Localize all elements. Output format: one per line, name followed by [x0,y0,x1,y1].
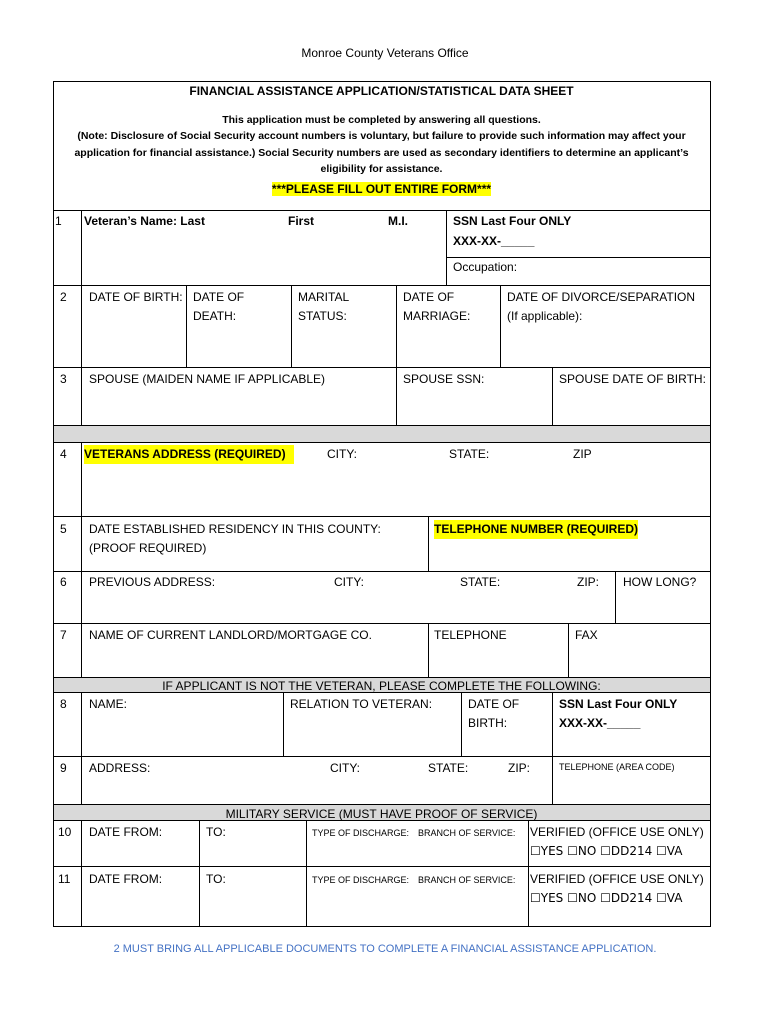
veteran-state-label[interactable]: STATE: [449,447,490,461]
previous-state-label[interactable]: STATE: [460,575,501,589]
veteran-zip-label[interactable]: ZIP [573,447,592,461]
applicant-telephone-label[interactable]: TELEPHONE (AREA CODE) [559,762,675,772]
veteran-first-name-label[interactable]: First [288,214,315,228]
relation-to-veteran-label[interactable]: RELATION TO VETERAN: [290,697,433,711]
applicant-zip-label[interactable]: ZIP: [508,761,531,775]
marital-status-label-2: STATUS: [298,309,347,323]
branch-of-service-label[interactable]: BRANCH OF SERVICE: [418,875,516,885]
residency-date-label[interactable]: DATE ESTABLISHED RESIDENCY IN THIS COUNTY: [89,522,381,536]
fill-all-notice-wrap [53,180,710,198]
row-number: 1 [55,214,62,228]
row-number: 2 [60,290,67,304]
date-of-marriage-label-2: MARRIAGE: [403,309,471,323]
applicant-ssn-mask: XXX-XX-_____ [559,716,641,730]
row-number: 4 [60,447,67,461]
veteran-city-label[interactable]: CITY: [327,447,358,461]
telephone-required-label[interactable]: TELEPHONE NUMBER (REQUIRED) [434,520,638,539]
spouse-dob-label[interactable]: SPOUSE DATE OF BIRTH: [559,372,706,386]
spouse-name-label[interactable]: SPOUSE (MAIDEN NAME IF APPLICABLE) [89,372,326,386]
verified-checkboxes[interactable]: ☐YES ☐NO ☐DD214 ☐VA [530,844,683,858]
service-date-to-label[interactable]: TO: [206,872,226,886]
row-number: 3 [60,372,67,386]
verified-checkboxes[interactable]: ☐YES ☐NO ☐DD214 ☐VA [530,891,683,905]
how-long-label[interactable]: HOW LONG? [623,575,697,589]
applicant-city-label[interactable]: CITY: [330,761,361,775]
ssn-note-line-3: eligibility for assistance. [320,163,443,175]
applicant-dob-label-2: BIRTH: [468,716,508,730]
form-title: FINANCIAL ASSISTANCE APPLICATION/STATISTICAL DATA SHEET [189,84,574,98]
applicant-address-label[interactable]: ADDRESS: [89,761,151,775]
previous-zip-label[interactable]: ZIP: [577,575,600,589]
veteran-ssn-mask: XXX-XX-_____ [453,234,535,248]
date-of-death-label-2: DEATH: [193,309,237,323]
veteran-mi-label[interactable]: M.I. [388,214,408,228]
row-number: 7 [60,628,67,642]
date-of-birth-label[interactable]: DATE OF BIRTH: [89,290,183,304]
previous-city-label[interactable]: CITY: [334,575,365,589]
residency-proof-label: (PROOF REQUIRED) [89,541,207,555]
discharge-type-label[interactable]: TYPE OF DISCHARGE: [312,828,410,838]
intro-line: This application must be completed by answering all questions. [222,114,541,126]
row-number: 11 [58,872,71,886]
branch-of-service-label[interactable]: BRANCH OF SERVICE: [418,828,516,838]
applicant-dob-label[interactable]: DATE OF [468,697,520,711]
divorce-date-label[interactable]: DATE OF DIVORCE/SEPARATION [507,290,696,304]
applicant-state-label[interactable]: STATE: [428,761,469,775]
verified-label: VERIFIED (OFFICE USE ONLY) [530,825,704,839]
applicant-name-label[interactable]: NAME: [89,697,128,711]
section-divider [53,425,710,442]
veteran-last-name-label[interactable]: Veteran’s Name: Last [84,214,205,228]
row-number: 8 [60,697,67,711]
military-section-heading: MILITARY SERVICE (MUST HAVE PROOF OF SERVICE) [225,807,538,821]
non-veteran-section-heading: IF APPLICANT IS NOT THE VETERAN, PLEASE COMPLETE THE FOLLOWING: [162,679,601,693]
previous-address-label[interactable]: PREVIOUS ADDRESS: [89,575,216,589]
row-number: 5 [60,522,67,536]
row-number: 9 [60,761,67,775]
row-number: 10 [58,825,72,839]
applicant-ssn-label[interactable]: SSN Last Four ONLY [559,697,678,711]
landlord-label[interactable]: NAME OF CURRENT LANDLORD/MORTGAGE CO. [89,628,372,642]
date-of-marriage-label[interactable]: DATE OF [403,290,455,304]
veteran-address-label[interactable]: VETERANS ADDRESS (REQUIRED) [84,445,294,464]
landlord-fax-label[interactable]: FAX [575,628,598,642]
landlord-telephone-label[interactable]: TELEPHONE [434,628,507,642]
divorce-date-label-2: (If applicable): [507,309,583,323]
service-date-from-label[interactable]: DATE FROM: [89,872,163,886]
occupation-label[interactable]: Occupation: [453,260,518,274]
veteran-ssn-label[interactable]: SSN Last Four ONLY [453,214,572,228]
service-date-to-label[interactable]: TO: [206,825,226,839]
row-number: 6 [60,575,67,589]
ssn-note-line-2: application for financial assistance.) Social Security numbers are used as secondary identifiers to determine an applicant’s [74,147,689,159]
marital-status-label[interactable]: MARITAL [298,290,350,304]
discharge-type-label[interactable]: TYPE OF DISCHARGE: [312,875,410,885]
spouse-ssn-label[interactable]: SPOUSE SSN: [403,372,485,386]
fill-all-notice: ***PLEASE FILL OUT ENTIRE FORM*** [271,182,492,196]
date-of-death-label[interactable]: DATE OF [193,290,245,304]
service-date-from-label[interactable]: DATE FROM: [89,825,163,839]
footer-note: 2 MUST BRING ALL APPLICABLE DOCUMENTS TO COMPLETE A FINANCIAL ASSISTANCE APPLICATION. [113,943,657,955]
office-name: Monroe County Veterans Office [301,46,469,60]
ssn-note-line-1: (Note: Disclosure of Social Security account numbers is voluntary, but failure to provide such information may affect your [77,130,686,142]
verified-label: VERIFIED (OFFICE USE ONLY) [530,872,704,886]
